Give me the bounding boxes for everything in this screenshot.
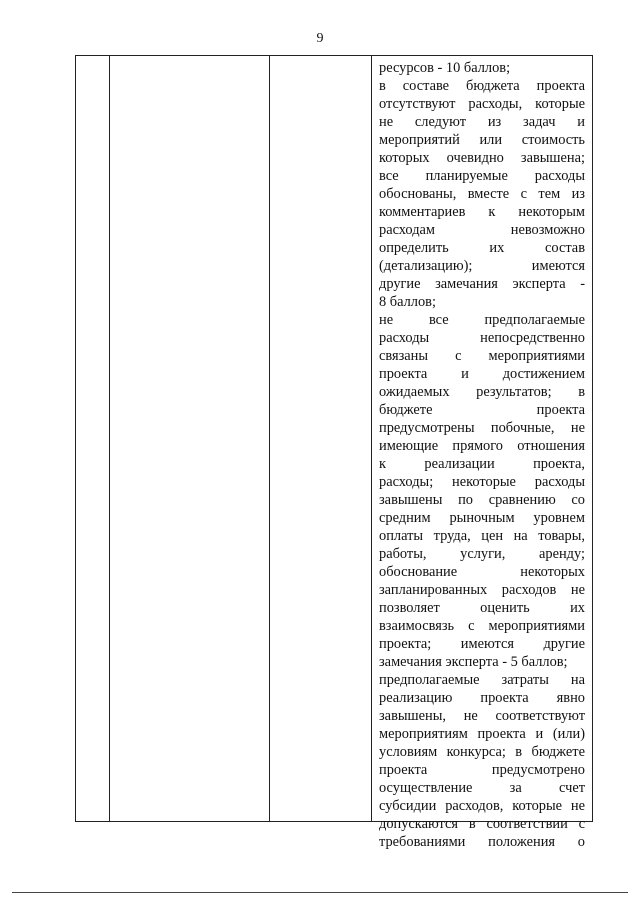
- criteria-text-line: к реализации проекта,: [379, 456, 585, 472]
- criteria-text-line: допускаются в соответствии с: [379, 816, 585, 832]
- criteria-text-line: замечания эксперта - 5 баллов;: [379, 654, 568, 670]
- criteria-text-line: требованиями положения о: [379, 834, 585, 850]
- criteria-text-line: имеющие прямого отношения: [379, 438, 585, 454]
- criteria-text-line: предусмотрены побочные, не: [379, 420, 585, 436]
- criteria-text-line: другие замечания эксперта -: [379, 276, 585, 292]
- criteria-text-line: не следуют из задач и: [379, 114, 585, 130]
- criteria-text-line: не все предполагаемые: [379, 312, 585, 328]
- criteria-text-line: проекта и достижением: [379, 366, 585, 382]
- criteria-text-line: комментариев к некоторым: [379, 204, 585, 220]
- criteria-text-line: средним рыночным уровнем: [379, 510, 585, 526]
- criteria-text-line: расходы непосредственно: [379, 330, 585, 346]
- criteria-text-line: позволяет оценить их: [379, 600, 585, 616]
- criteria-text-line: оплаты труда, цен на товары,: [379, 528, 585, 544]
- criteria-text-line: реализацию проекта явно: [379, 690, 585, 706]
- criteria-text-line: проекта предусмотрено: [379, 762, 585, 778]
- criteria-text-line: отсутствуют расходы, которые: [379, 96, 585, 112]
- criteria-text-line: взаимосвязь с мероприятиями: [379, 618, 585, 634]
- criteria-text-line: субсидии расходов, которые не: [379, 798, 585, 814]
- criteria-text-line: завышены по сравнению со: [379, 492, 585, 508]
- criteria-text-line: 8 баллов;: [379, 294, 436, 310]
- evaluation-criteria-table: [75, 55, 593, 850]
- criteria-text-line: все планируемые расходы: [379, 168, 585, 184]
- criteria-text-line: работы, услуги, аренду;: [379, 546, 585, 562]
- criteria-text-line: в составе бюджета проекта: [379, 78, 585, 94]
- criteria-text-line: расходы; некоторые расходы: [379, 474, 585, 490]
- criteria-text-line: определить их состав: [379, 240, 585, 256]
- criteria-text-line: осуществление за счет: [379, 780, 585, 796]
- column-divider: [269, 56, 270, 821]
- criteria-text-line: мероприятий или стоимость: [379, 132, 585, 148]
- criteria-text-line: условиям конкурса; в бюджете: [379, 744, 585, 760]
- criteria-text-line: расходам невозможно: [379, 222, 585, 238]
- criteria-text-line: которых очевидно завышена;: [379, 150, 585, 166]
- criteria-text-line: предполагаемые затраты на: [379, 672, 585, 688]
- criteria-text-line: бюджете проекта: [379, 402, 585, 418]
- criteria-text-line: запланированных расходов не: [379, 582, 585, 598]
- page-footer-rule: [12, 892, 628, 893]
- criteria-text-line: обоснованы, вместе с тем из: [379, 186, 585, 202]
- criteria-text-line: (детализацию); имеются: [379, 258, 585, 274]
- criteria-text-line: проекта; имеются другие: [379, 636, 585, 652]
- criteria-cell-text: [379, 59, 585, 851]
- criteria-text-line: обоснование некоторых: [379, 564, 585, 580]
- criteria-text-line: ожидаемых результатов; в: [379, 384, 585, 400]
- column-divider: [371, 56, 372, 821]
- criteria-text-line: связаны с мероприятиями: [379, 348, 585, 364]
- criteria-text-line: завышены, не соответствуют: [379, 708, 585, 724]
- criteria-text-line: ресурсов - 10 баллов;: [379, 60, 511, 76]
- criteria-text-line: мероприятиям проекта и (или): [379, 726, 585, 742]
- page-number: 9: [316, 31, 324, 46]
- column-divider: [109, 56, 110, 821]
